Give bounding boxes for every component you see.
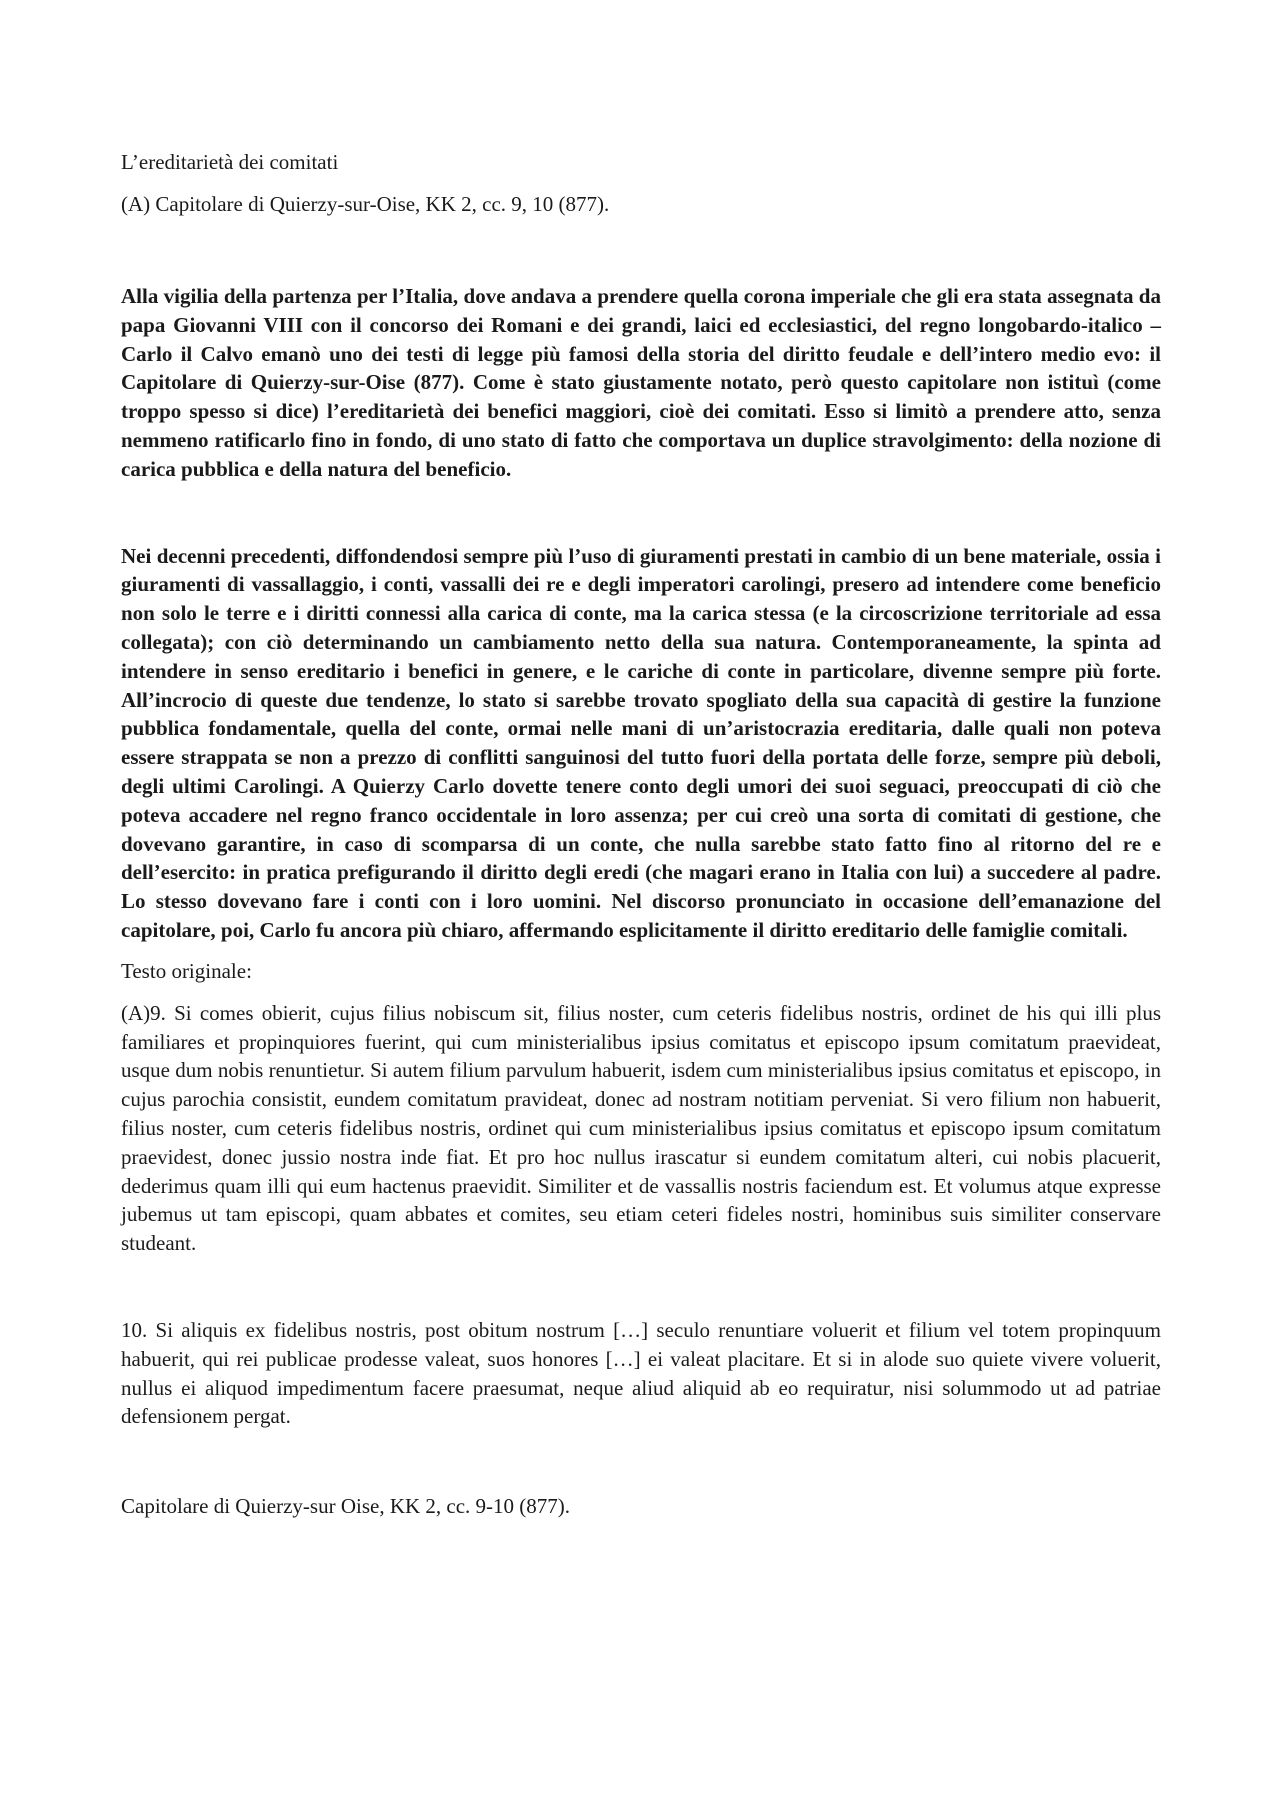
footer-citation: Capitolare di Quierzy-sur Oise, KK 2, cc. 9-10 (877). [121,1494,571,1519]
latin-paragraph-10: 10. Si aliquis ex fidelibus nostris, post obitum nostrum […] seculo renuntiare voluerit et filium vel totem propinquum habuerit, qui rei publicae prodesse valeat, suos honores […] ei valeat placitare. Et si in alode suo quiete vivere voluerit, nullus ei aliquod impedimentum facere praesumat, neque aliud aliquid ab eo requiratur, nisi solummodo ut ad patriae defensionem pergat. [121,1317,1161,1429]
document-title: L’ereditarietà dei comitati [121,150,339,174]
document-page [121,148,1161,1520]
intro-paragraph-1: Alla vigilia della partenza per l’Italia, dove andava a prendere quella corona imperiale che gli era stata assegnata da papa Giovanni VIII con il concorso dei Romani e dei grandi, laici ed ecclesiastici, del regno longobardo-italico – Carlo il Calvo emanò uno dei testi di legge più famosi della storia del diritto feudale e dell’intero medio evo: il Capitolare di Quierzy-sur-Oise (877). Come è stato giustamente notato, però questo capitolare non istituì (come troppo spesso si dice) l’ereditarietà dei benefici maggiori, cioè dei comitati. Esso si limitò a prendere atto, senza nemmeno ratificarlo fino in fondo, di uno stato di fatto che comportava un duplice stravolgimento: della nozione di carica pubblica e della natura del beneficio. [121,284,1161,481]
latin-paragraph-9: (A)9. Si comes obierit, cujus filius nobiscum sit, filius noster, cum ceteris fidelibus nostris, ordinet de his qui illi plus familiares et propinquiores fuerint, qui cum ministerialibus ipsius comitatus et episcopo ipsum comitatum praevideat, usque dum nobis renuntietur. Si autem filium parvulum habuerit, isdem cum ministerialibus ipsius comitatus et episcopo, in cujus parochia consistit, eundem comitatum pravideat, donec ad nostram notitiam perveniat. Si vero filium non habuerit, filius noster, cum ceteris fidelibus nostris, ordinet qui cum ministerialibus ipsius comitatus et episcopo ipsum comitatum praevidest, donec jussio nostra inde fiat. Et pro hoc nullus irascatur si eundem comitatum alteri, cui nobis placuerit, dederimus quam illi qui eum hactenus praevidit. Similiter et de vassallis nostris faciendum est. Et volumus atque expresse jubemus ut tam episcopi, quam abbates et comites, seu etiam ceteri fideles nostri, hominibus suis similiter conservare studeant. [121,1000,1161,1256]
source-citation: (A) Capitolare di Quierzy-sur-Oise, KK 2, cc. 9, 10 (877). [121,192,610,216]
original-text-label: Testo originale: [121,958,252,983]
intro-paragraph-2: Nei decenni precedenti, diffondendosi sempre più l’uso di giuramenti prestati in cambio di un bene materiale, ossia i giuramenti di vassallaggio, i conti, vassalli dei re e degli imperatori carolingi, presero ad intendere come beneficio non solo le terre e i diritti connessi alla carica di conte, ma la carica stessa (e la circoscrizione territoriale ad essa collegata); con ciò determinando un cambiamento netto della sua natura. Contemporaneamente, la spinta ad intendere in senso ereditario i benefici in genere, e le cariche di conte in particolare, divenne sempre più forte. All’incrocio di queste due tendenze, lo stato si sarebbe trovato spogliato della sua capacità di gestire la funzione pubblica fondamentale, quella del conte, ormai nelle mani di un’aristocrazia ereditaria, dalle quali non poteva essere strappata se non a prezzo di conflitti sanguinosi del tutto fuori della portata delle forze, sempre più deboli, degli ultimi Carolingi. A Quierzy Carlo dovette tenere conto degli umori dei suoi seguaci, preoccupati di ciò che poteva accadere nel regno franco occidentale in loro assenza; per cui creò una sorta di comitati di gestione, che dovevano garantire, in caso di scomparsa di un conte, che nulla sarebbe stato fatto fino al ritorno del re e dell’esercito: in pratica prefigurando il diritto degli eredi (che magari erano in Italia con lui) a succedere al padre. Lo stesso dovevano fare i conti con i loro uomini. Nel discorso pronunciato in occasione dell’emanazione del capitolare, poi, Carlo fu ancora più chiaro, affermando esplicitamente il diritto ereditario delle famiglie comitali. [121,543,1161,942]
